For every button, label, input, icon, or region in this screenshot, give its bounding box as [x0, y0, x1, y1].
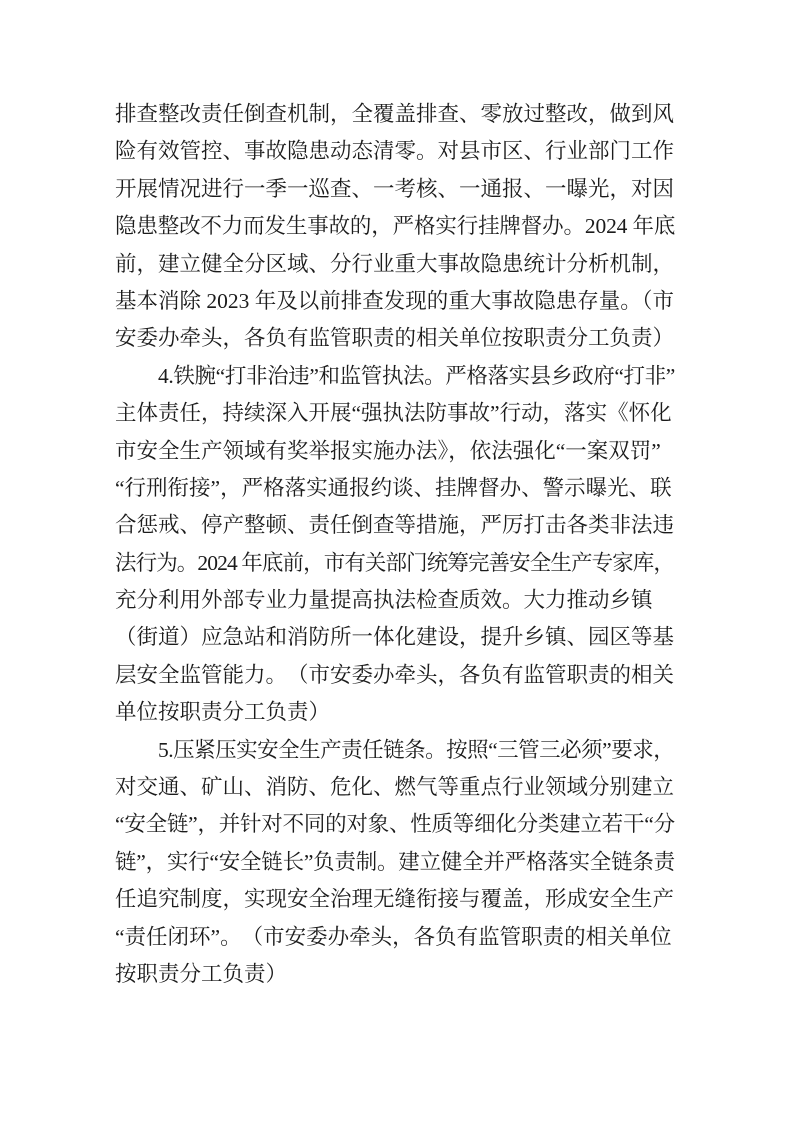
- paragraph-5: [115, 732, 675, 994]
- text-line: 法行为。2024 年底前，市有关部门统筹完善安全生产专家库，: [115, 550, 674, 575]
- text-line: （街道）应急站和消防所一体化建设，提升乡镇、园区等基: [115, 625, 675, 650]
- text-line: “行刑衔接”，严格落实通报约谈、挂牌督办、警示曝光、联: [115, 475, 672, 500]
- text-line: 任追究制度，实现安全治理无缝衔接与覆盖，形成安全生产: [115, 887, 675, 912]
- text-line: “责任闭环”。 （市安委办牵头，各负有监管职责的相关单位: [115, 924, 672, 949]
- text-line: 险有效管控、事故隐患动态清零。对县市区、行业部门工作: [115, 139, 675, 164]
- text-line: 开展情况进行一季一巡查、一考核、一通报、一曝光，对因: [115, 176, 675, 201]
- text-line: 基本消除 2023 年及以前排查发现的重大事故隐患存量。（市: [115, 288, 675, 313]
- text-line: 5.压紧压实安全生产责任链条。按照“三管三必须”要求，: [158, 737, 675, 762]
- text-line: 市安全生产领域有奖举报实施办法》，依法强化“一案双罚”: [115, 438, 661, 463]
- text-line: 链”，实行“安全链长”负责制。建立健全并严格落实全链条责: [115, 849, 675, 874]
- text-line: 隐患整改不力而发生事故的，严格实行挂牌督办。2024 年底: [115, 214, 676, 239]
- document-body: [115, 96, 675, 993]
- text-line: 4.铁腕“打非治违”和监管执法。严格落实县乡政府“打非”: [158, 363, 675, 388]
- text-line: 安委办牵头，各负有监管职责的相关单位按职责分工负责）: [115, 326, 675, 351]
- text-line: 主体责任，持续深入开展“强执法防事故”行动，落实《怀化: [115, 401, 672, 426]
- text-line: 排查整改责任倒查机制，全覆盖排查、零放过整改，做到风: [115, 102, 675, 126]
- text-line: 对交通、矿山、消防、危化、燃气等重点行业领域分别建立: [115, 775, 675, 800]
- text-line: 单位按职责分工负责）: [115, 700, 331, 725]
- text-line: 层安全监管能力。 （市安委办牵头，各负有监管职责的相关: [115, 662, 675, 687]
- paragraph-4: [115, 358, 675, 732]
- text-line: 前，建立健全分区域、分行业重大事故隐患统计分析机制，: [115, 251, 675, 276]
- text-line: 合惩戒、停产整顿、责任倒查等措施，严厉打击各类非法违: [115, 513, 675, 538]
- text-line: 充分利用外部专业力量提高执法检查质效。大力推动乡镇: [115, 588, 653, 613]
- text-line: “安全链”，并针对不同的对象、性质等细化分类建立若干“分: [115, 812, 675, 837]
- paragraph-3-continuation: [115, 96, 675, 358]
- text-line: 按职责分工负责）: [115, 961, 288, 986]
